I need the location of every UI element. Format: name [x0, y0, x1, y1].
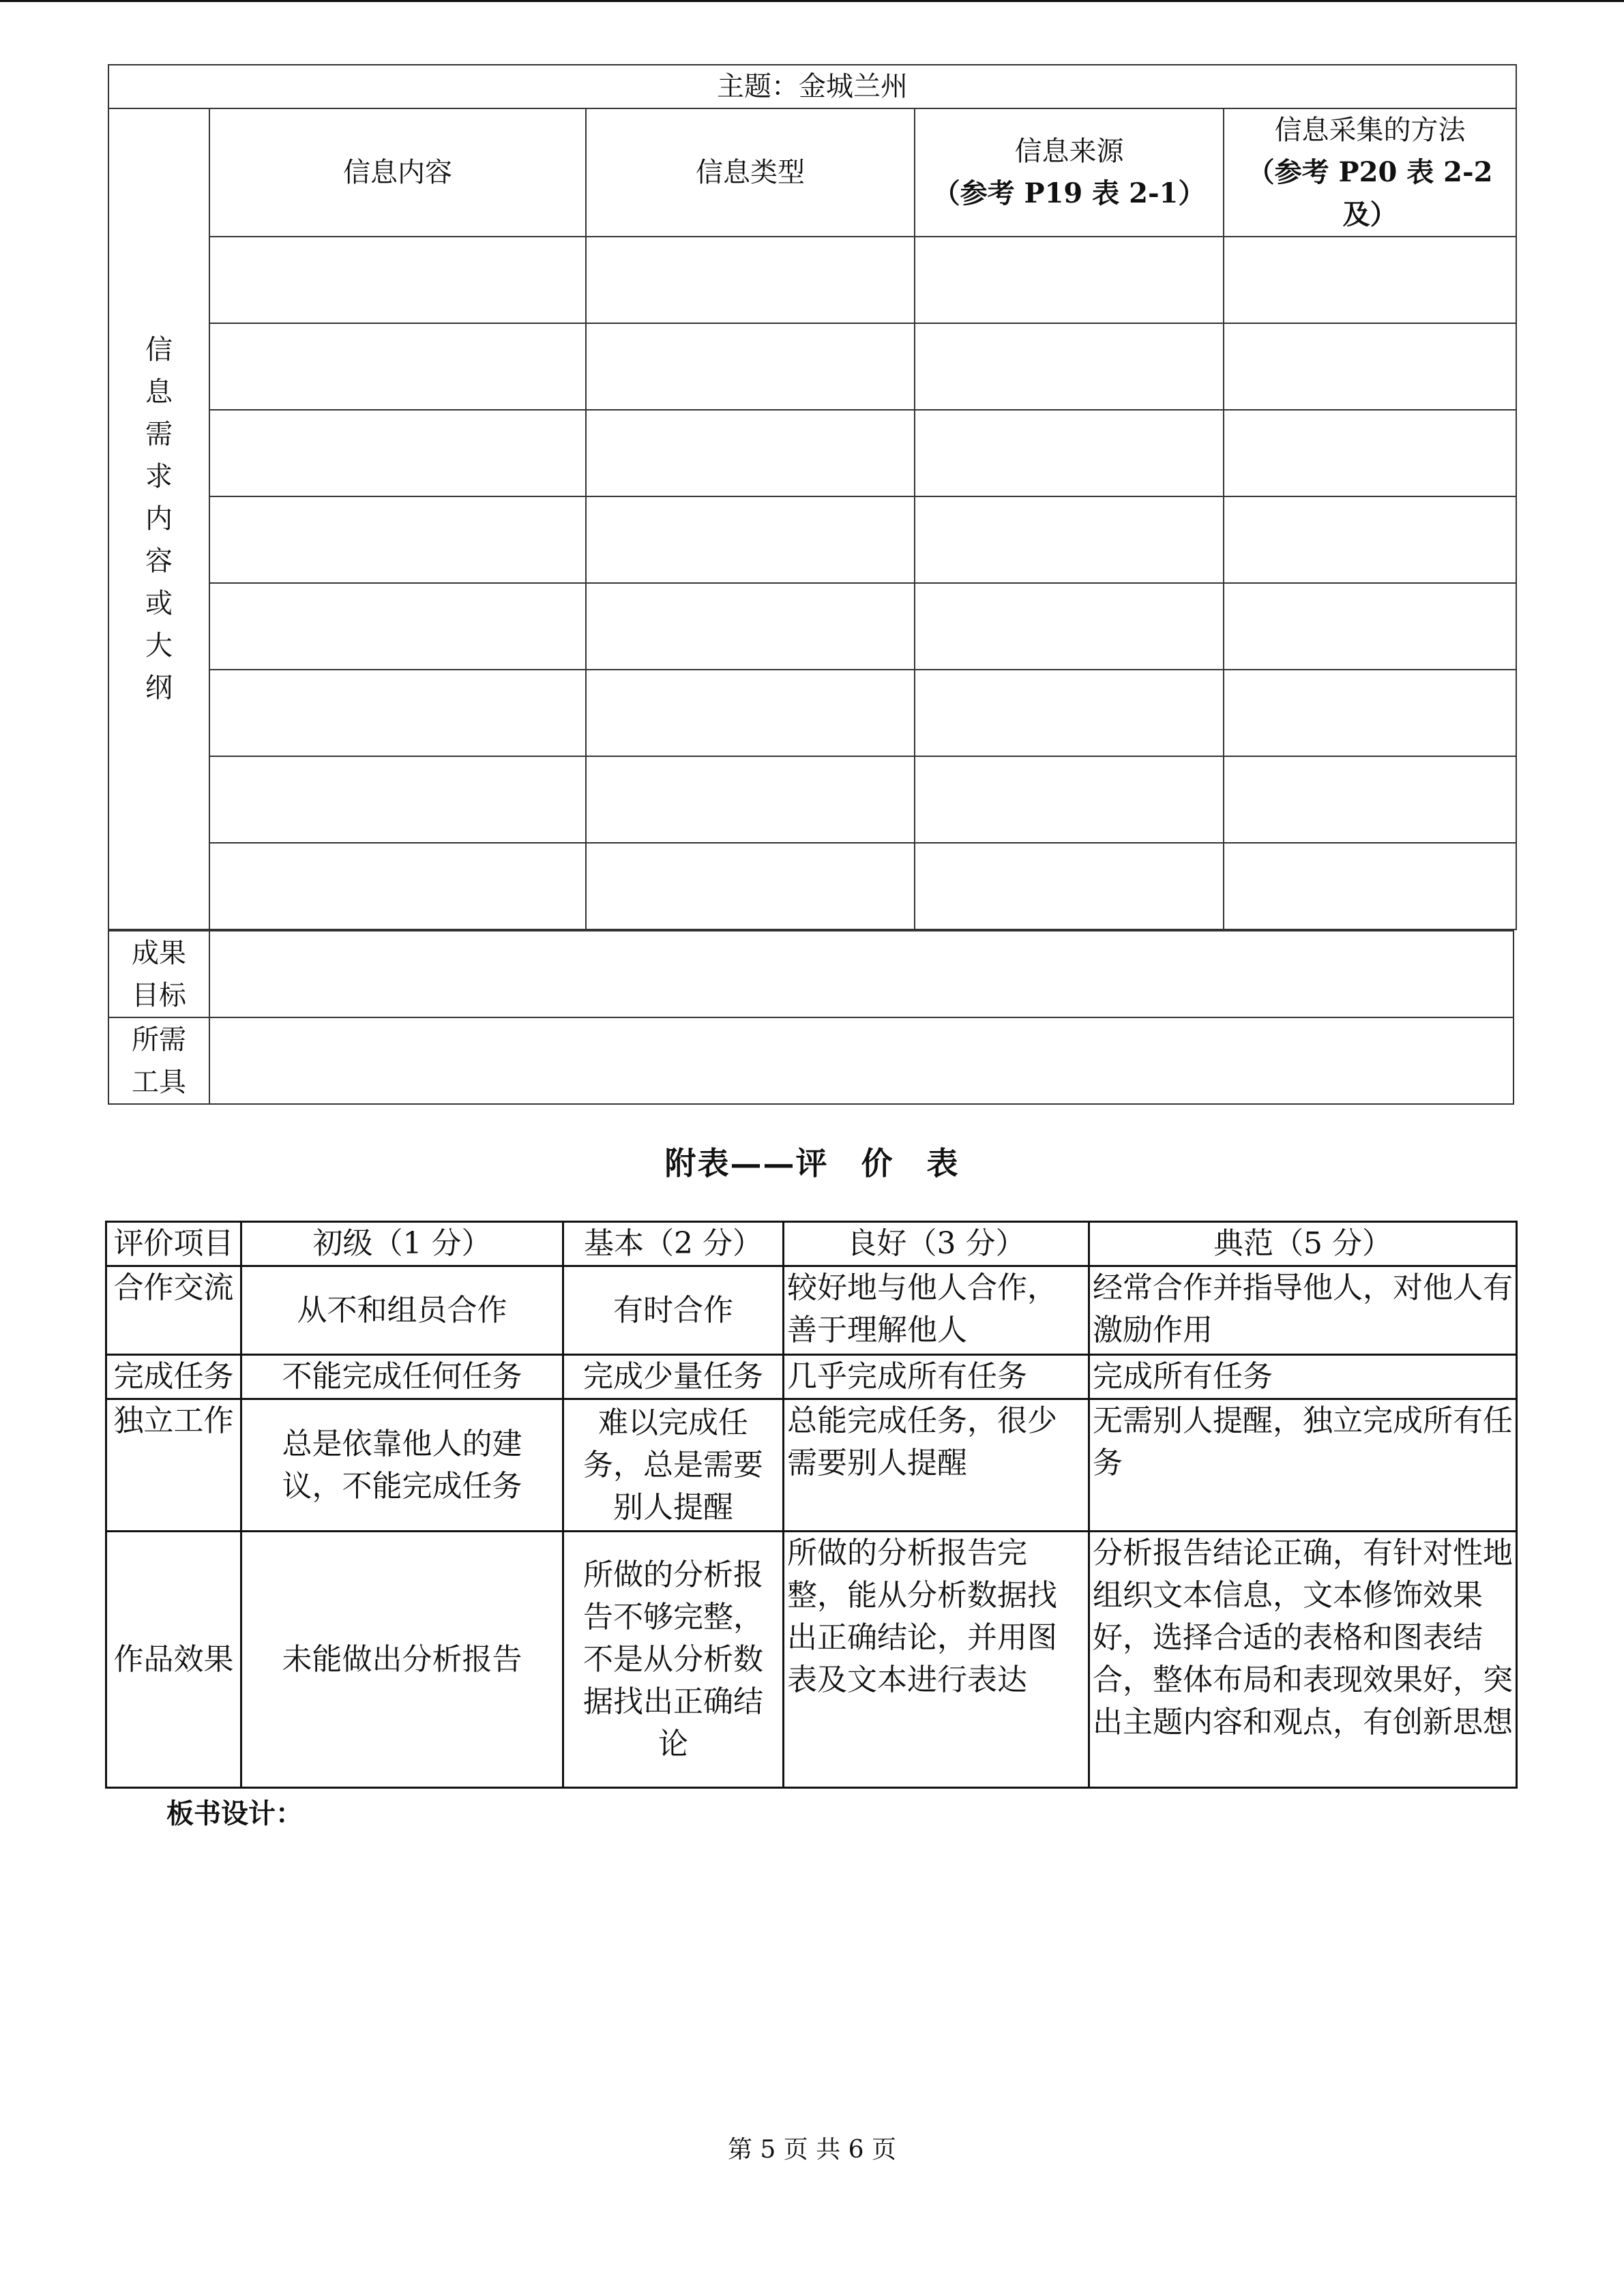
table-row — [108, 410, 1516, 496]
empty-cell[interactable] — [209, 670, 586, 756]
eval-cell: 分析报告结论正确，有针对性地组织文本信息，文本修饰效果好，选择合适的表格和图表结合，整体布局和表现效果好，突出主题内容和观点，有创新思想 — [1089, 1532, 1517, 1788]
empty-cell[interactable] — [586, 583, 915, 670]
empty-cell[interactable] — [209, 496, 586, 583]
eval-cell: 总是依靠他人的建议，不能完成任务 — [241, 1399, 563, 1532]
eval-item: 独立工作 — [106, 1399, 241, 1532]
table-row — [108, 496, 1516, 583]
eval-item: 作品效果 — [106, 1532, 241, 1788]
summary-table — [108, 930, 1514, 1105]
goal-label-cell — [108, 931, 209, 1017]
eval-header-level3: 良好（3 分） — [784, 1222, 1089, 1266]
table-row — [108, 583, 1516, 670]
eval-header-level2: 基本（2 分） — [563, 1222, 784, 1266]
eval-cell: 难以完成任务，总是需要别人提醒 — [563, 1399, 784, 1532]
eval-header-level1: 初级（1 分） — [241, 1222, 563, 1266]
eval-cell: 总能完成任务，很少需要别人提醒 — [784, 1399, 1089, 1532]
empty-cell[interactable] — [209, 410, 586, 496]
empty-cell[interactable] — [915, 323, 1224, 410]
empty-cell[interactable] — [1224, 237, 1516, 323]
empty-cell[interactable] — [915, 583, 1224, 670]
empty-cell[interactable] — [586, 843, 915, 929]
eval-header-level5: 典范（5 分） — [1089, 1222, 1517, 1266]
goal-input-cell[interactable] — [209, 931, 1514, 1017]
empty-cell[interactable] — [915, 843, 1224, 929]
empty-cell[interactable] — [915, 756, 1224, 843]
table-row — [106, 1355, 1517, 1399]
empty-cell[interactable] — [586, 496, 915, 583]
empty-cell[interactable] — [209, 583, 586, 670]
eval-cell: 所做的分析报告不够完整，不是从分析数据找出正确结论 — [563, 1532, 784, 1788]
eval-cell: 较好地与他人合作，善于理解他人 — [784, 1266, 1089, 1355]
tools-label-cell — [108, 1017, 209, 1104]
empty-cell[interactable] — [915, 670, 1224, 756]
eval-item: 完成任务 — [106, 1355, 241, 1399]
empty-cell[interactable] — [209, 843, 586, 929]
empty-cell[interactable] — [1224, 670, 1516, 756]
tools-label: 所需工具 — [132, 1024, 186, 1098]
eval-cell: 未能做出分析报告 — [241, 1532, 563, 1788]
header-content: 信息内容 — [209, 108, 586, 237]
eval-cell: 完成所有任务 — [1089, 1355, 1517, 1399]
side-label-cell — [108, 108, 209, 929]
plan-table — [108, 64, 1517, 930]
side-label: 信息需求内容或大纲 — [145, 334, 173, 704]
empty-cell[interactable] — [586, 323, 915, 410]
goal-label: 成果目标 — [132, 937, 186, 1011]
header-method-line2: （参考 P20 表 2-2 及） — [1247, 156, 1493, 230]
theme-cell: 主题：金城兰州 — [108, 65, 1516, 108]
empty-cell[interactable] — [586, 670, 915, 756]
table-row — [106, 1399, 1517, 1532]
eval-cell: 经常合作并指导他人，对他人有激励作用 — [1089, 1266, 1517, 1355]
empty-cell[interactable] — [209, 323, 586, 410]
eval-cell: 有时合作 — [563, 1266, 784, 1355]
empty-cell[interactable] — [1224, 756, 1516, 843]
tools-input-cell[interactable] — [209, 1017, 1514, 1104]
empty-cell[interactable] — [209, 756, 586, 843]
eval-header-row — [106, 1222, 1517, 1266]
eval-cell: 几乎完成所有任务 — [784, 1355, 1089, 1399]
header-source-line2: （参考 P19 表 2-1） — [932, 177, 1206, 209]
table-row — [108, 323, 1516, 410]
empty-cell[interactable] — [586, 410, 915, 496]
board-design-label: 板书设计： — [166, 1798, 303, 1830]
empty-cell[interactable] — [1224, 843, 1516, 929]
empty-cell[interactable] — [915, 410, 1224, 496]
header-source-line1: 信息来源 — [1014, 136, 1124, 167]
appendix-title: 附表——评 价 表 — [664, 1145, 960, 1182]
header-method — [1224, 108, 1516, 237]
eval-cell: 所做的分析报告完整，能从分析数据找出正确结论，并用图表及文本进行表达 — [784, 1532, 1089, 1788]
empty-cell[interactable] — [1224, 496, 1516, 583]
table-row — [108, 670, 1516, 756]
table-row — [108, 237, 1516, 323]
empty-cell[interactable] — [1224, 583, 1516, 670]
table-row — [108, 756, 1516, 843]
header-type: 信息类型 — [586, 108, 915, 237]
empty-cell[interactable] — [586, 237, 915, 323]
empty-cell[interactable] — [1224, 323, 1516, 410]
empty-cell[interactable] — [1224, 410, 1516, 496]
table-row — [108, 843, 1516, 929]
eval-cell: 从不和组员合作 — [241, 1266, 563, 1355]
eval-cell: 完成少量任务 — [563, 1355, 784, 1399]
eval-header-item: 评价项目 — [106, 1222, 241, 1266]
empty-cell[interactable] — [209, 237, 586, 323]
empty-cell[interactable] — [586, 756, 915, 843]
evaluation-table — [105, 1221, 1518, 1789]
table-row — [106, 1532, 1517, 1788]
page-footer: 第 5 页 共 6 页 — [727, 2136, 897, 2164]
eval-item: 合作交流 — [106, 1266, 241, 1355]
empty-cell[interactable] — [915, 496, 1224, 583]
eval-cell: 不能完成任何任务 — [241, 1355, 563, 1399]
header-method-line1: 信息采集的方法 — [1274, 115, 1466, 146]
header-source — [915, 108, 1224, 237]
top-border-line — [0, 0, 1624, 2]
table-row — [106, 1266, 1517, 1355]
eval-cell: 无需别人提醒，独立完成所有任务 — [1089, 1399, 1517, 1532]
empty-cell[interactable] — [915, 237, 1224, 323]
